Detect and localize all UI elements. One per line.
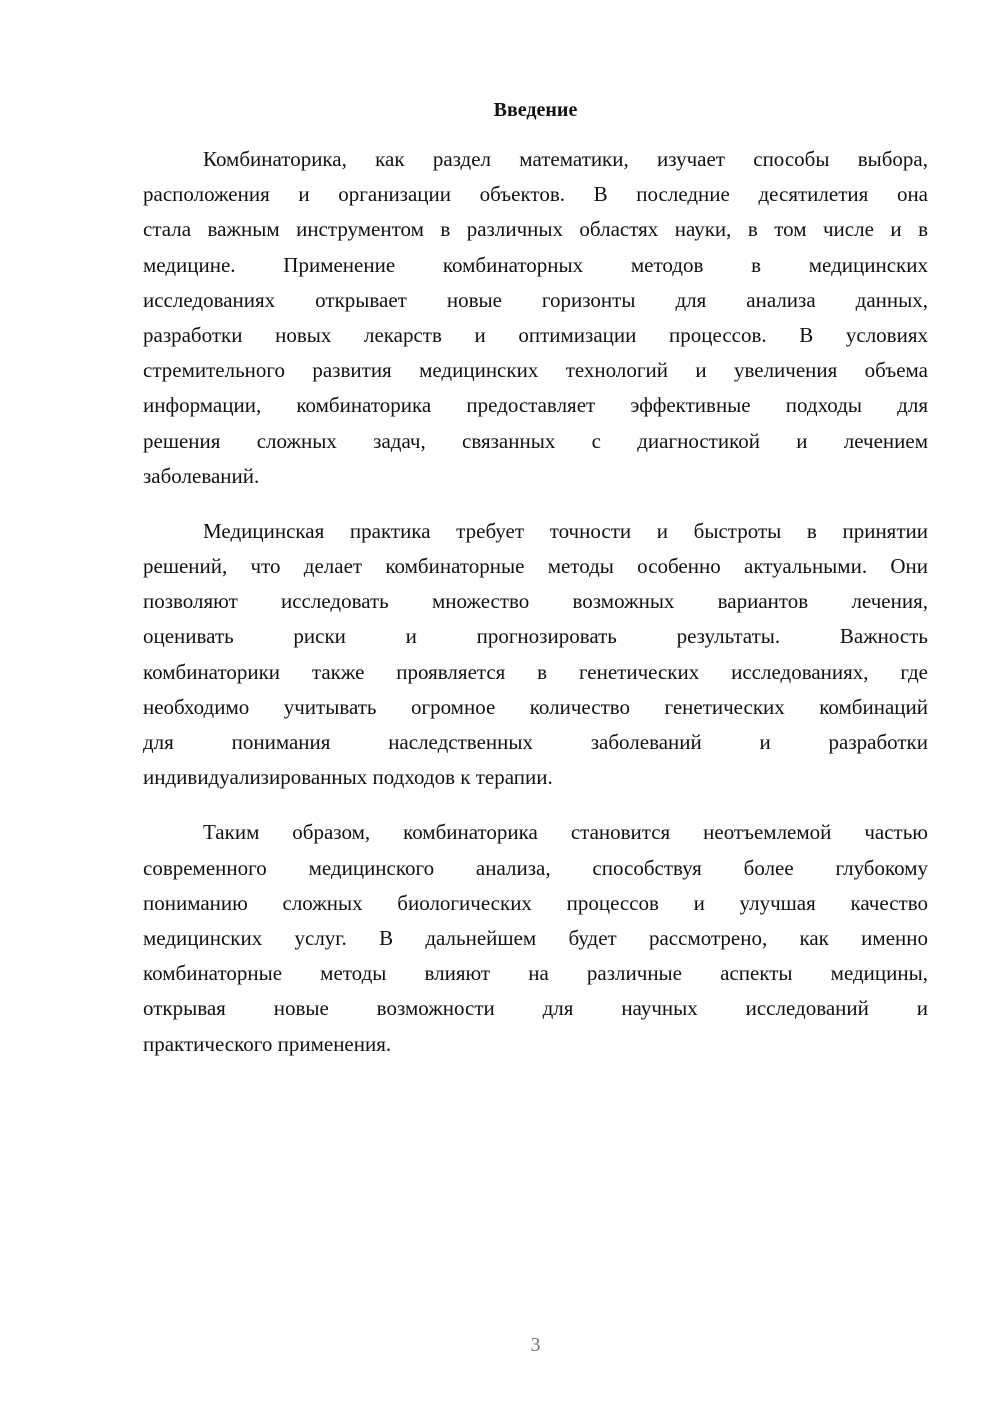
text-line: Комбинаторика, как раздел математики, изучает способы выбора, bbox=[203, 147, 928, 171]
text-line: заболеваний. bbox=[143, 463, 260, 488]
text-line: решения сложных задач, связанных с диагностикой и лечением bbox=[143, 428, 928, 453]
document-body bbox=[143, 142, 928, 1082]
text-line: открывая новые возможности для научных исследований и bbox=[143, 996, 928, 1021]
text-line: стремительного развития медицинских технологий и увеличения объема bbox=[143, 358, 928, 383]
paragraph bbox=[143, 815, 928, 1061]
paragraph bbox=[143, 514, 928, 796]
text-line: позволяют исследовать множество возможных вариантов лечения, bbox=[143, 589, 928, 614]
page-number: 3 bbox=[530, 1334, 541, 1356]
text-line: индивидуализированных подходов к терапии. bbox=[143, 765, 553, 790]
text-line: стала важным инструментом в различных областях науки, в том числе и в bbox=[143, 217, 928, 242]
text-line: пониманию сложных биологических процессов и улучшая качество bbox=[143, 890, 928, 915]
section-title: Введение bbox=[493, 99, 578, 121]
text-line: практического применения. bbox=[143, 1031, 392, 1056]
text-line: информации, комбинаторика предоставляет эффективные подходы для bbox=[143, 393, 928, 418]
text-line: Медицинская практика требует точности и быстроты в принятии bbox=[203, 518, 928, 543]
text-line: разработки новых лекарств и оптимизации процессов. В условиях bbox=[143, 322, 928, 347]
text-line: решений, что делает комбинаторные методы особенно актуальными. Они bbox=[143, 554, 928, 579]
paragraph bbox=[143, 142, 928, 494]
text-line: комбинаторные методы влияют на различные аспекты медицины, bbox=[143, 961, 928, 986]
text-line: медицинских услуг. В дальнейшем будет рассмотрено, как именно bbox=[143, 925, 928, 950]
text-line: расположения и организации объектов. В последние десятилетия она bbox=[143, 182, 928, 207]
text-line: комбинаторики также проявляется в генетических исследованиях, где bbox=[143, 659, 928, 684]
text-line: медицине. Применение комбинаторных методов в медицинских bbox=[143, 252, 928, 277]
text-line: оценивать риски и прогнозировать результаты. Важность bbox=[143, 624, 928, 649]
text-line: современного медицинского анализа, способствуя более глубокому bbox=[143, 855, 928, 880]
text-line: для понимания наследственных заболеваний и разработки bbox=[143, 730, 928, 754]
text-line: Таким образом, комбинаторика становится неотъемлемой частью bbox=[203, 820, 928, 845]
text-line: исследованиях открывает новые горизонты для анализа данных, bbox=[143, 287, 928, 312]
text-line: необходимо учитывать огромное количество генетических комбинаций bbox=[143, 694, 928, 719]
